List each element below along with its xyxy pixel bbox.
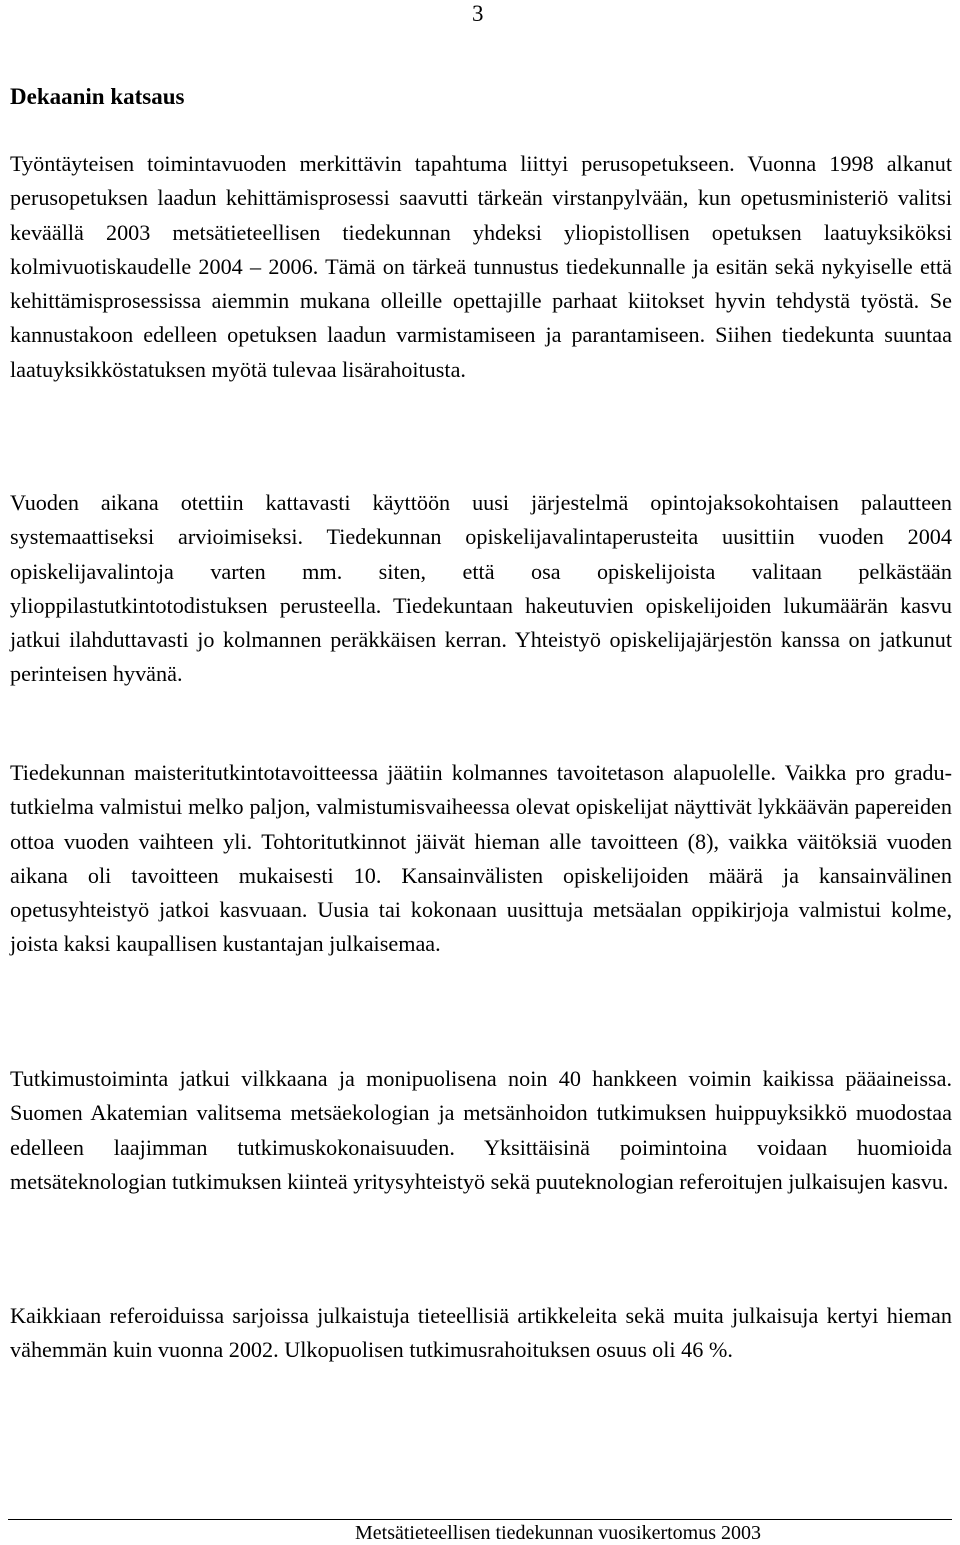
paragraph-feedback-admissions: Vuoden aikana otettiin kattavasti käyttöön uusi järjestelmä opintojaksokohtaisen palautteen systemaattiseksi arvioimiseksi. Tiedekunnan opiskelijavalintaperusteita uusittiin vuoden 2004 opiskelijavalintoja varten mm. siten, että osa opiskelijoista valitaan pelkästään ylioppilastutkintotodistuksen perusteella. Tiedekuntaan hakeutuvien opiskelijoiden lukumäärän kasvu jatkui ilahduttavasti jo kolmannen peräkkäisen kerran. Yhteistyö opiskelijajärjestön kanssa on jatkunut perinteisen hyvänä.	[10, 490, 952, 687]
paragraph-research: Tutkimustoiminta jatkui vilkkaana ja monipuolisena noin 40 hankkeen voimin kaikissa pääaineissa. Suomen Akatemian valitsema metsäekologian ja metsänhoidon tutkimuksen huippuyksikkö muodostaa edelleen laajimman tutkimuskokonaisuuden. Yksittäisinä poimintoina voidaan huomioida metsäteknologian tutkimuksen kiinteä yritysyhteistyö sekä puuteknologian referoitujen julkaisujen kasvu.	[10, 1066, 952, 1194]
footer-divider	[8, 1519, 952, 1520]
paragraph-basic-education: Työntäyteisen toimintavuoden merkittävin tapahtuma liittyi perusopetukseen. Vuonna 1998 alkanut perusopetuksen laadun kehittämisprosessi saavutti tärkeän virstanpylvään, kun opetusministeriö valitsi keväällä 2003 metsätieteellisen tiedekunnan yhdeksi yliopistollisen opetuksen laatuyksiköksi kolmivuotiskaudelle 2004 – 2006. Tämä on tärkeä tunnustus tiedekunnalle ja esitän sekä nykyiselle että kehittämisprosessissa aiemmin mukana olleille opettajille parhaat kiitokset hyvin tehdystä työstä. Se kannustakoon edelleen opetuksen laadun varmistamiseen ja parantamiseen. Siihen tiedekunta suuntaa laatuyksikköstatuksen myötä tulevaa lisärahoitusta.	[10, 151, 952, 382]
page-footer: Metsätieteellisen tiedekunnan vuosikertomus 2003	[355, 1522, 762, 1544]
paragraph-publications: Kaikkiaan referoiduissa sarjoissa julkaistuja tieteellisiä artikkeleita sekä muita julkaisuja kertyi hieman vähemmän kuin vuonna 2002. Ulkopuolisen tutkimusrahoituksen osuus oli 46 %.	[10, 1303, 952, 1363]
paragraph-degrees: Tiedekunnan maisteritutkintotavoitteessa jäätiin kolmannes tavoitetason alapuolelle. Vaikka pro gradu-tutkielma valmistui melko paljon, valmistumisvaiheessa olevat opiskelijat näyttivät lykkäävän papereiden ottoa vuoden vaihteen yli. Tohtoritutkinnot jäivät hieman alle tavoitteen (8), vaikka väitöksiä vuoden aikana oli tavoitteen mukaisesti 10. Kansainvälisten opiskelijoiden määrä ja kansainvälinen opetusyhteistyö jatkoi kasvuaan. Uusia tai kokonaan uusittuja metsäalan oppikirjoja valmistui kolme, joista kaksi kaupallisen kustantajan julkaisemaa.	[10, 760, 952, 957]
section-heading: Dekaanin katsaus	[10, 84, 185, 109]
page-number: 3	[472, 1, 484, 26]
